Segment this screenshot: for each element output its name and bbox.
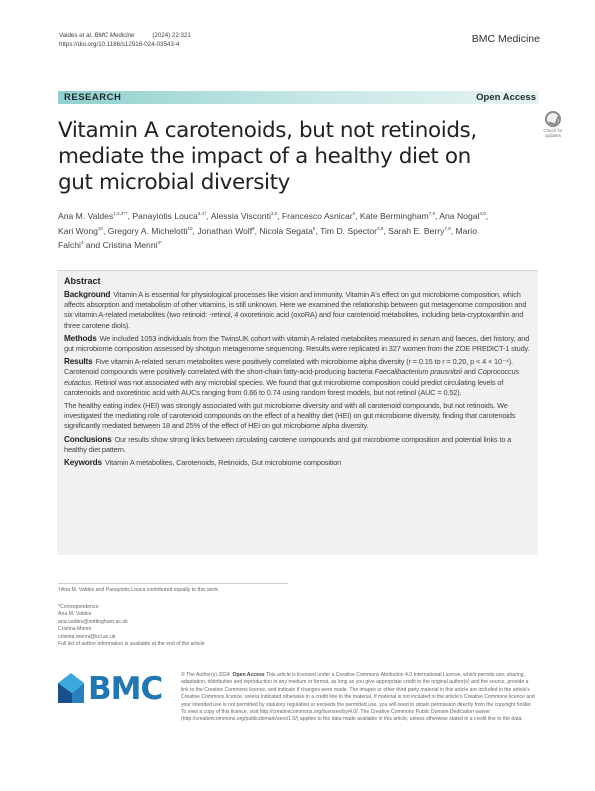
abstract-background: Background Vitamin A is essential for physiological processes like vision and immunity. Vitamin A's effect on gut microbiome composition, which affects absorption and metabolism of other vitamins, is still unknown. Here we examined the relationship between gut metagenome composition and six vitamin A-related metabolites (two retinoid: -retinol, 4 oxoretinoic acid (oxoRA) and four carotenoid metabolites, including beta-cryptoxanthin and three carotene diols).: [64, 290, 527, 330]
author-affiliation: 8: [252, 225, 255, 231]
abstract-conclusions: Conclusions Our results show strong links between circulating carotene compounds and gut microbiome composition and potential links to a healthy diet pattern.: [64, 434, 512, 454]
author-affiliation: 3: [80, 240, 84, 245]
author-name: Panayiotis Louca$^{3,4\dagger}$: [132, 211, 207, 221]
author-name: Mario Falchi$^3$: [58, 225, 477, 250]
bmc-logo-icon: [58, 673, 84, 703]
email-link[interactable]: ana.valdes@nottingham.ac.uk: [58, 618, 128, 625]
check-for-updates-badge[interactable]: [537, 111, 569, 143]
author-affiliation: 1,2,3*†: [113, 211, 128, 216]
abstract-methods: Methods We included 1053 individuals from the TwinsUK cohort with vitamin A-related metabolites measured in serum and faeces, diet history, and gut microbiome composition assessed by shotgun metagenome sequencing. Results were replicated in 327 women from the ZOE PREDICT-1 study.: [64, 333, 530, 354]
author-list: Ana M. Valdes$^{1,2,3*\dagger}$, Panayiotis Louca$^{3,4\dagger}$, Alessia Visconti$^{3,5}$, Francesco Asnicar$^6$, Kate Bermingham$^{7,8}$, Ana Nogal$^{3,9}$, Kari Wong$^{10}$, Gregory A. Michelotti$^{10}$, Jonathan Wolf$^8$, Nicola Segata$^6$, Tim D. Spector$^{3,8}$, Sarah E. Berry$^{7,8}$, Mario Falchi$^3$ and Cristina Menni$^{3*}$: [58, 211, 489, 250]
article-title: Vitamin A carotenoids, but not retinoids, mediate the impact of a healthy diet on gut microbial diversity: [58, 118, 477, 195]
license-statement: © The Author(s) 2024. Open Access This article is licensed under a Creative Commons Attribution 4.0 International License, which permits use, sharing, adaptation, distribution and reproduction in any medium or format, as long as you give appropriate credit to the original author(s) and the source, provide a link to the Creative Commons licence, and indicate if changes were made. The images or other third party material in this article are included in the article's Creative Commons licence, unless indicated otherwise in a credit line to the material. If material is not included in the article's Creative Commons licence and your intended use is not permitted by statutory regulation or exceeds the permitted use, you will need to obtain permission directly from the copyright holder. To view a copy of this licence, visit http://creativecommons.org/licenses/by/4.0/. The Creative Commons Public Domain Dedication waiver (http://creativecommons.org/publicdomain/zero/1.0/) applies to the data made available in this article, unless otherwise stated in a credit line to the data.: [181, 672, 535, 723]
cite-author: Valdes: [59, 32, 78, 39]
author-affiliation: 6: [352, 211, 356, 216]
cite-year: (2024) 22:321: [152, 32, 191, 39]
journal-name: BMC Medicine: [471, 33, 540, 45]
abstract-heading: Abstract: [64, 276, 101, 286]
author-affiliation: 3,4†: [197, 211, 207, 216]
publisher-logo[interactable]: [58, 671, 166, 707]
author-name: Cristina Menni$^{3*}$: [102, 240, 162, 250]
footnote-divider: [58, 583, 288, 584]
footnote-contribution: †Ana M. Valdes and Panayiotis Louca contributed equally to this work.: [58, 587, 220, 593]
author-name: Ana Nogal$^{3,9}$: [439, 211, 486, 221]
abstract-results-continued: The healthy eating index (HEI) was strongly associated with gut microbiome diversity and with all carotenoid compounds, but not retinoids. We investigated the mediating role of carotenoid compounds on the effect of a healthy diet (HEI) on gut microbiome diversity, finding that carotenoids significantly mediated between 18 and 25% of the effect of HEI on gut microbiome alpha diversity.: [64, 401, 516, 431]
author-affiliation: 3,5: [270, 211, 278, 216]
section-label: RESEARCH: [64, 92, 122, 103]
author-name: Alessia Visconti$^{3,5}$: [210, 211, 278, 221]
author-affiliation: 10: [97, 225, 103, 231]
abstract-results: Results Five vitamin A-related serum metabolites were positively correlated with microbiome alpha diversity (r = 0.15 to r = 0.20, p < 4 × 10⁻⁴). Carotenoid compounds were positively correlated with the short-chain fatty-acid-producing bacteria Faecalibacterium prausnitzii and Coprococcus eutactus. Retinol was not associated with any microbial species. We found that gut microbiome composition could predict circulating levels of carotenoids and oxoretinoic acid with AUCs ranging from 0.66 to 0.74 using random forest models, but not retinol (AUC = 0.52).: [64, 357, 520, 397]
abstract-box: [57, 270, 538, 555]
author-affiliation: 6: [312, 225, 316, 231]
author-affiliation: 7,8: [444, 225, 451, 231]
author-name: Jonathan Wolf$^8$: [197, 225, 255, 236]
check-updates-label: Check for updates: [543, 128, 563, 138]
abstract-keywords: Keywords Vitamin A metabolites, Carotenoids, Retinoids, Gut microbiome composition: [64, 458, 342, 468]
email-link[interactable]: cristina.menni@kcl.ac.uk: [58, 633, 116, 640]
doi-link[interactable]: https://doi.org/10.1186/s12916-024-03543-4: [59, 41, 180, 48]
author-name: Kate Bermingham$^{7,8}$: [359, 211, 435, 221]
author-affiliation: 3,9: [479, 211, 486, 216]
check-updates-icon: [545, 111, 561, 127]
bmc-logo-text: BMC: [88, 671, 163, 707]
cite-etal: et al. BMC Medicine: [79, 32, 135, 39]
author-name: Sarah E. Berry$^{7,8}$: [388, 225, 451, 236]
open-access-label: Open Access: [476, 92, 536, 103]
author-affiliation: 3,8: [377, 225, 384, 231]
footnote-correspondence: *Correspondence: Ana M. Valdes ana.valdes@nottingham.ac.uk Cristina Menni cristina.menni@kcl.ac.uk Full list of author information is available at the end of the article: [58, 604, 298, 648]
author-name: Tim D. Spector$^{3,8}$: [320, 225, 384, 236]
section-band: [58, 91, 539, 104]
author-name: Kari Wong$^{10}$: [58, 225, 103, 236]
author-affiliation: 10: [187, 225, 193, 231]
author-name: Nicola Segata$^6$: [259, 225, 316, 236]
author-name: Ana M. Valdes$^{1,2,3*\dagger}$: [58, 211, 128, 221]
author-name: Gregory A. Michelotti$^{10}$: [107, 225, 193, 236]
author-affiliation: 3*: [157, 240, 162, 245]
running-header: [59, 31, 191, 49]
citation-line: [59, 31, 191, 40]
author-name: Francesco Asnicar$^6$: [281, 211, 356, 221]
author-affiliation: 7,8: [428, 211, 435, 216]
